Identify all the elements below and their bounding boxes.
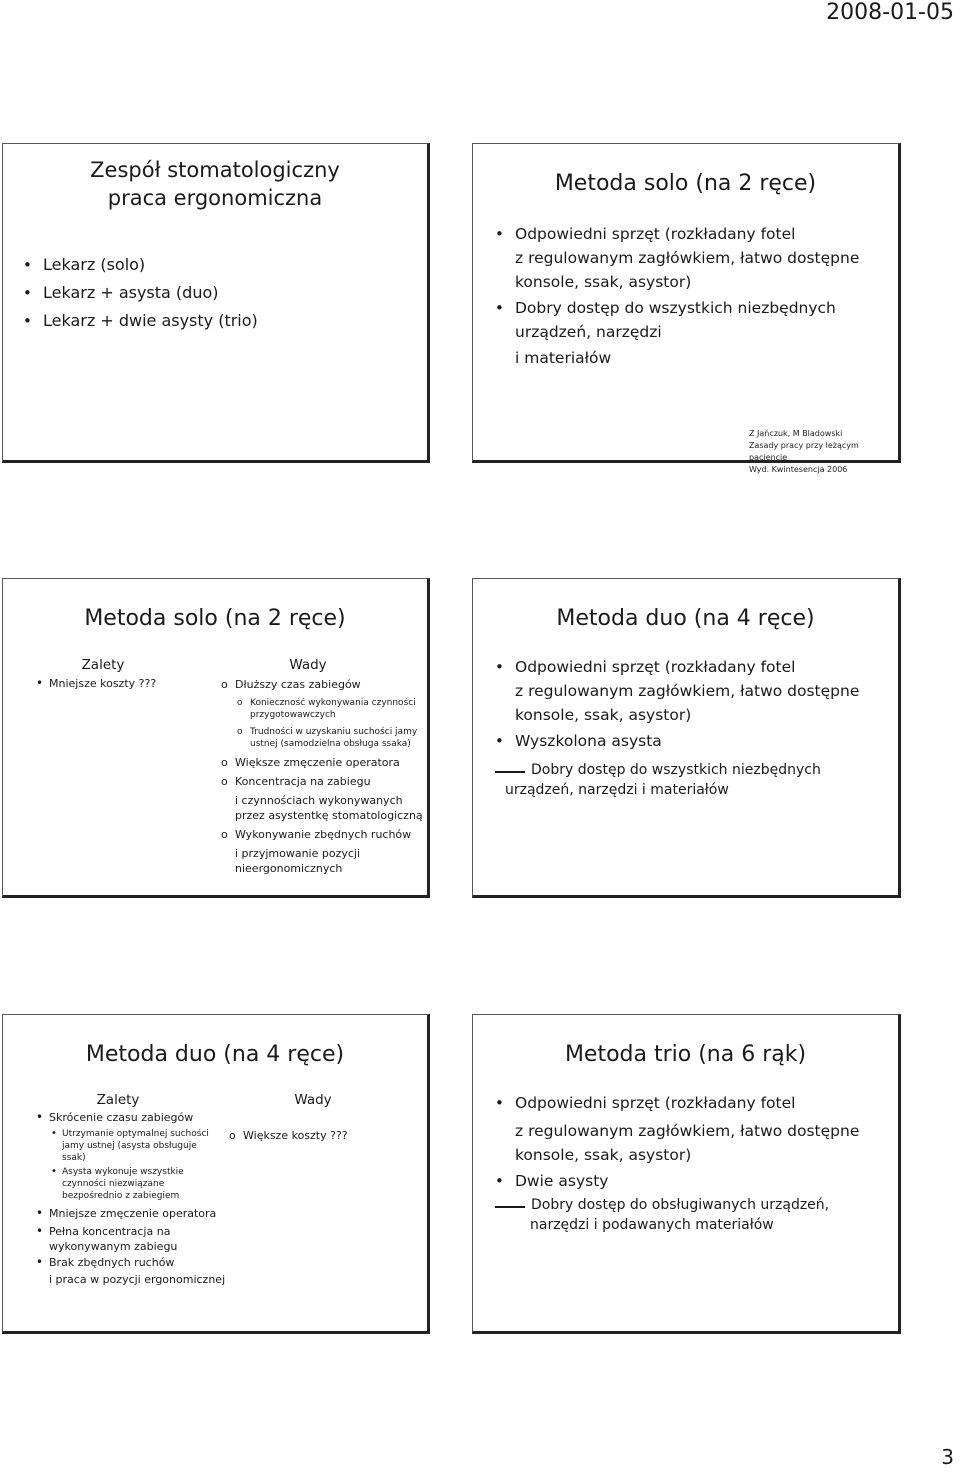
text-line: o Trudności w uzyskaniu suchości jamy	[250, 727, 418, 737]
slide-title: Metoda trio (na 6 rąk)	[564, 1042, 807, 1067]
list-item: • Dobry dostęp do wszystkich niezbędnych	[491, 296, 859, 320]
text-line: narzędzi i podawanych materiałów	[530, 1217, 774, 1233]
pro-item: • Mniejsze koszty ???	[49, 676, 156, 691]
text-line: bezpośrednio z zabiegiem	[62, 1191, 180, 1201]
text-line: o Konieczność wykonywania czynności	[250, 698, 416, 708]
citation-line: Zasady pracy przy leżącym pacjencie	[749, 441, 859, 462]
text-line: czynności niezwiązane	[62, 1179, 165, 1189]
list-item: • Wyszkolona asysta	[491, 729, 859, 753]
text-line: Dobry dostęp do wszystkich niezbędnych	[531, 762, 821, 778]
list-item-continuation: konsole, ssak, asystor)	[515, 706, 692, 724]
text-line: i przyjmowanie pozycji	[235, 847, 361, 860]
slide-title: Metoda solo (na 2 ręce)	[554, 171, 817, 196]
list-item: • Lekarz (solo)	[19, 251, 258, 279]
title-line: praca ergonomiczna	[107, 186, 323, 210]
pro-subitem	[62, 1128, 209, 1164]
list-item-continuation: z regulowanym zagłówkiem, łatwo dostępne	[515, 249, 860, 267]
document-date: 2008-01-05	[826, 0, 954, 25]
slide-duo-intro	[472, 578, 901, 898]
slide-title: Metoda solo (na 2 ręce)	[84, 606, 346, 631]
list-item: • Lekarz + asysta (duo)	[19, 279, 258, 307]
pro-item	[49, 1255, 225, 1287]
con-item	[235, 774, 423, 823]
cons-heading: Wady	[289, 657, 327, 673]
slide-title: Metoda duo (na 4 ręce)	[556, 606, 815, 631]
slide-trio-intro	[472, 1014, 901, 1334]
text-line: ssak)	[62, 1153, 86, 1163]
text-line: jamy ustnej (asysta obsługuje	[62, 1141, 197, 1151]
text-line: • Pełna koncentracja na	[49, 1225, 171, 1238]
bullet-list	[491, 1091, 859, 1193]
text-line: przygotowawczych	[250, 710, 336, 720]
list-item-continuation: z regulowanym zagłówkiem, łatwo dostępne	[515, 682, 860, 700]
text-line: • Utrzymanie optymalnej suchości	[62, 1129, 209, 1139]
bullet-list	[491, 222, 859, 370]
citation-line: Z Jańczuk, M Bladowski	[749, 429, 843, 438]
sub-item	[491, 1195, 829, 1235]
text-line: i praca w pozycji ergonomicznej	[49, 1273, 226, 1286]
text-line: wykonywanym zabiegu	[49, 1240, 178, 1253]
list-item: • Odpowiedni sprzęt (rozkładany fotel	[491, 222, 859, 246]
text-line: urządzeń, narzędzi i materiałów	[505, 782, 729, 798]
citation-line: Wyd. Kwintesencja 2006	[749, 465, 848, 474]
bullet-list	[491, 655, 859, 753]
pros-heading: Zalety	[81, 657, 125, 673]
list-item-continuation: konsole, ssak, asystor)	[515, 273, 692, 291]
text-line: Dobry dostęp do obsługiwanych urządzeń,	[531, 1197, 830, 1213]
slide-duo-pros-cons	[2, 1014, 430, 1334]
list-item: • Odpowiedni sprzęt (rozkładany fotel	[491, 655, 859, 679]
pro-subitem	[62, 1166, 184, 1202]
bullet-list	[19, 251, 258, 335]
citation	[749, 428, 898, 476]
list-item-continuation: z regulowanym zagłówkiem, łatwo dostępne	[515, 1122, 860, 1140]
slide-title: Metoda duo (na 4 ręce)	[85, 1042, 345, 1067]
pro-item: • Skrócenie czasu zabiegów	[49, 1110, 193, 1125]
list-item: • Lekarz + dwie asysty (trio)	[19, 307, 258, 335]
text-line: • Asysta wykonuje wszystkie	[62, 1167, 184, 1177]
text-line: o Koncentracja na zabiegu	[235, 775, 371, 788]
list-item: • Odpowiedni sprzęt (rozkładany fotel	[491, 1091, 859, 1115]
list-item-continuation: i materiałów	[515, 349, 612, 367]
text-line: nieergonomicznych	[235, 862, 343, 875]
list-item: • Dwie asysty	[491, 1169, 859, 1193]
slide-solo-intro	[472, 143, 901, 474]
cons-heading: Wady	[294, 1092, 332, 1108]
con-item: o Większe zmęczenie operatora	[235, 755, 400, 770]
text-line: • Brak zbędnych ruchów	[49, 1256, 175, 1269]
sub-item	[491, 760, 821, 800]
text-line: i czynnościach wykonywanych	[235, 794, 403, 807]
title-line: Zespół stomatologiczny	[90, 158, 340, 182]
pro-item: • Mniejsze zmęczenie operatora	[49, 1206, 216, 1221]
text-line: ustnej (samodzielna obsługa ssaka)	[250, 739, 411, 749]
slide-solo-pros-cons	[2, 578, 430, 898]
list-item-continuation: konsole, ssak, asystor)	[515, 1146, 692, 1164]
page-number: 3	[941, 1445, 954, 1469]
list-item-continuation: urządzeń, narzędzi	[515, 323, 662, 341]
text-line: o Wykonywanie zbędnych ruchów	[235, 828, 412, 841]
con-subitem	[250, 697, 416, 721]
slide-title	[3, 156, 427, 212]
slide-team	[2, 143, 430, 463]
con-item	[235, 827, 411, 876]
con-subitem	[250, 726, 417, 750]
pro-item	[49, 1224, 177, 1254]
con-item: o Większe koszty ???	[243, 1128, 348, 1143]
pros-heading: Zalety	[96, 1092, 140, 1108]
text-line: przez asystentkę stomatologiczną	[235, 809, 423, 822]
con-item: o Dłuższy czas zabiegów	[235, 677, 361, 692]
